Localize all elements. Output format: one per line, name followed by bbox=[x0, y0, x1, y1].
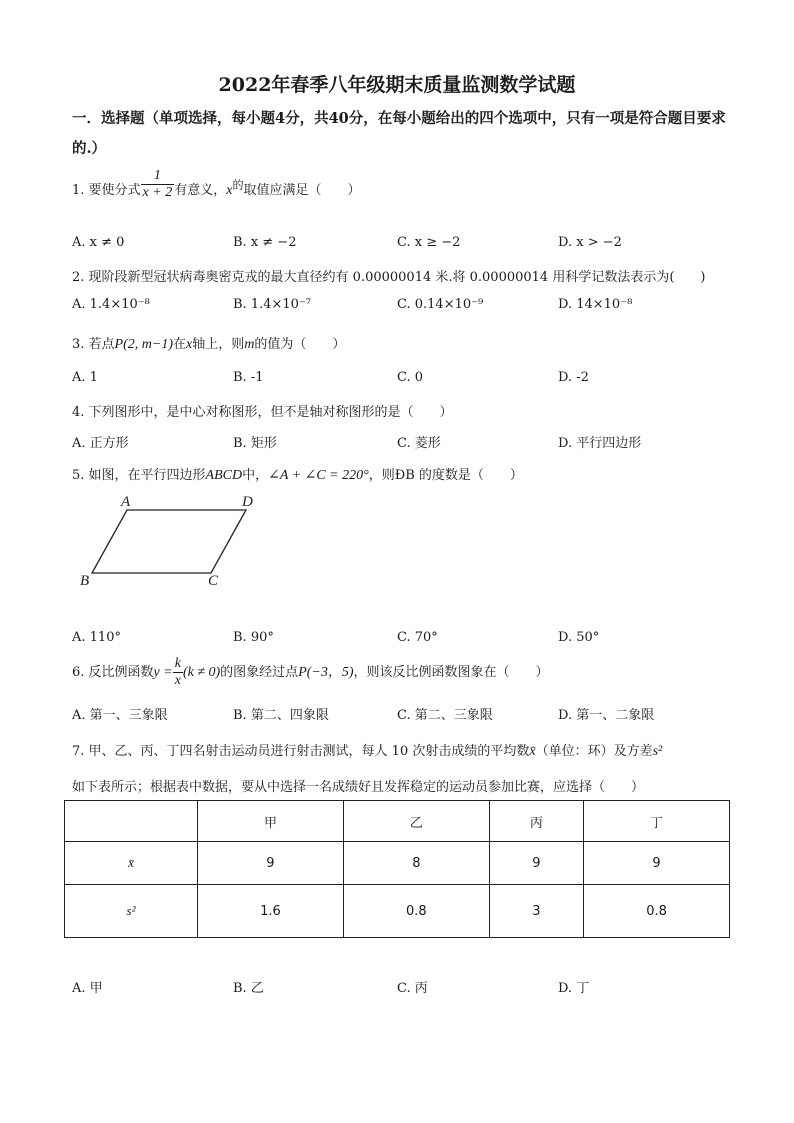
table-row-mean bbox=[65, 842, 730, 885]
q2-option-b[interactable]: B. 1.4×10⁻⁷ bbox=[233, 297, 311, 312]
q7-line1-b: （单位：环）及方差 bbox=[535, 744, 653, 759]
q1-suffix: 取值应满足（ ） bbox=[243, 183, 361, 198]
q6-option-a[interactable]: A. 第一、三象限 bbox=[72, 708, 168, 723]
table-row-variance bbox=[65, 885, 730, 938]
page-title: 2022年春季八年级期末质量监测数学试题 bbox=[218, 74, 576, 96]
stats-table bbox=[64, 800, 730, 938]
table-cell: 1.6 bbox=[198, 885, 344, 938]
q6-option-d[interactable]: D. 第一、二象限 bbox=[558, 708, 655, 723]
table-cell: 3 bbox=[489, 885, 583, 938]
q1-frac-numerator: 1 bbox=[141, 168, 175, 185]
question-3 bbox=[72, 333, 345, 353]
q5-option-a[interactable]: A. 110° bbox=[72, 630, 121, 645]
parallelogram-shape bbox=[92, 510, 246, 573]
q4-option-b[interactable]: B. 矩形 bbox=[233, 436, 277, 451]
question-7-line-1 bbox=[72, 740, 662, 760]
table-header-cell: 丁 bbox=[584, 801, 730, 842]
table-header-cell: 乙 bbox=[343, 801, 489, 842]
q6-option-b[interactable]: B. 第二、四象限 bbox=[233, 708, 329, 723]
q2-option-a[interactable]: A. 1.4×10⁻⁸ bbox=[72, 297, 150, 312]
q3-mid2: 轴上，则 bbox=[192, 337, 245, 352]
q3-var2: m bbox=[244, 337, 255, 352]
q1-frac-denominator: x + 2 bbox=[142, 185, 173, 200]
q3-mid1: 在 bbox=[172, 337, 186, 352]
q1-mid: 有意义， bbox=[174, 183, 227, 198]
q5-prefix: 5. 如图，在平行四边形 bbox=[72, 468, 206, 483]
q5-option-b[interactable]: B. 90° bbox=[233, 630, 274, 645]
q4-option-c[interactable]: C. 菱形 bbox=[397, 436, 441, 451]
q7-option-a[interactable]: A. 甲 bbox=[72, 981, 103, 996]
q6-mid: 的图象经过点 bbox=[220, 665, 299, 680]
q4-option-a[interactable]: A. 正方形 bbox=[72, 436, 129, 451]
q4-option-d[interactable]: D. 平行四边形 bbox=[558, 436, 642, 451]
q1-option-a[interactable]: A. x ≠ 0 bbox=[72, 235, 125, 250]
table-cell: 8 bbox=[343, 842, 489, 885]
q6-suffix: ，则该反比例函数图象在（ ） bbox=[353, 665, 549, 680]
q2-option-d[interactable]: D. 14×10⁻⁸ bbox=[558, 297, 633, 312]
question-6 bbox=[72, 656, 549, 689]
q5-option-c[interactable]: C. 70° bbox=[397, 630, 438, 645]
table-cell: 9 bbox=[489, 842, 583, 885]
table-header-row bbox=[65, 801, 730, 842]
q5-suffix: ，则ÐB 的度数是（ ） bbox=[368, 468, 523, 483]
question-7-line-2: 如下表所示；根据表中数据，要从中选择一名成绩好且发挥稳定的运动员参加比赛，应选择（ ） bbox=[72, 780, 645, 795]
question-2: 2. 现阶段新型冠状病毒奥密克戎的最大直径约有 0.00000014 米.将 0.00000014 用科学记数法表示为( ) bbox=[72, 270, 706, 285]
vertex-label-b: B bbox=[80, 573, 90, 589]
section-header: 一．选择题（单项选择，每小题4分，共40分，在每小题给出的四个选项中，只有一项是符合题目要求的.） bbox=[72, 110, 726, 157]
question-1 bbox=[72, 168, 361, 207]
q1-var: x bbox=[226, 183, 233, 198]
vertex-label-a: A bbox=[121, 494, 131, 510]
table-cell: 9 bbox=[198, 842, 344, 885]
q6-condition: (k ≠ 0) bbox=[182, 665, 221, 680]
table-cell: 0.8 bbox=[584, 885, 730, 938]
q7-s2: s² bbox=[652, 744, 663, 759]
q5-option-d[interactable]: D. 50° bbox=[558, 630, 600, 645]
q3-prefix: 3. 若点 bbox=[72, 337, 115, 352]
vertex-label-c: C bbox=[208, 573, 219, 589]
q1-option-d[interactable]: D. x > −2 bbox=[558, 235, 622, 250]
q3-suffix: 的值为（ ） bbox=[254, 337, 346, 352]
q7-line1-a: 7. 甲、乙、丙、丁四名射击运动员进行射击测试，每人 10 次射击成绩的平均数 bbox=[72, 744, 530, 759]
table-row-label: x̄ bbox=[65, 842, 198, 885]
q7-option-c[interactable]: C. 丙 bbox=[397, 981, 428, 996]
q6-func-lhs: y = bbox=[153, 665, 173, 680]
q3-option-d[interactable]: D. -2 bbox=[558, 370, 589, 385]
q5-expr: ∠A + ∠C = 220° bbox=[268, 468, 369, 483]
q3-option-c[interactable]: C. 0 bbox=[397, 370, 424, 385]
q3-var1: x bbox=[186, 337, 193, 352]
table-header-empty bbox=[65, 801, 198, 842]
q1-fraction bbox=[141, 168, 175, 201]
question-5 bbox=[72, 464, 523, 484]
q6-option-c[interactable]: C. 第二、三象限 bbox=[397, 708, 493, 723]
question-4: 4. 下列图形中，是中心对称图形，但不是轴对称图形的是（ ） bbox=[72, 405, 453, 420]
q7-option-b[interactable]: B. 乙 bbox=[233, 981, 264, 996]
table-cell: 9 bbox=[584, 842, 730, 885]
q7-option-d[interactable]: D. 丁 bbox=[558, 981, 590, 996]
q1-option-c[interactable]: C. x ≥ −2 bbox=[397, 235, 461, 250]
q3-point: P(2, m−1) bbox=[114, 337, 173, 352]
q2-option-c[interactable]: C. 0.14×10⁻⁹ bbox=[397, 297, 484, 312]
q6-fraction bbox=[173, 656, 183, 689]
q3-option-b[interactable]: B. -1 bbox=[233, 370, 264, 385]
q6-prefix: 6. 反比例函数 bbox=[72, 665, 154, 680]
q6-frac-denominator: x bbox=[174, 673, 181, 688]
q5-shape: ABCD bbox=[205, 468, 243, 483]
q6-frac-numerator: k bbox=[174, 656, 181, 671]
q7-xbar: x̄ bbox=[529, 744, 536, 759]
q1-prefix: 1. 要使分式 bbox=[72, 183, 141, 198]
table-row-label: s² bbox=[65, 885, 198, 938]
table-header-cell: 甲 bbox=[198, 801, 344, 842]
table-header-cell: 丙 bbox=[489, 801, 583, 842]
q3-option-a[interactable]: A. 1 bbox=[72, 370, 98, 385]
q1-sup: 的 bbox=[232, 178, 244, 192]
table-cell: 0.8 bbox=[343, 885, 489, 938]
parallelogram-figure bbox=[76, 490, 266, 590]
q6-point: P(−3，5) bbox=[298, 665, 354, 680]
q5-mid: 中， bbox=[242, 468, 269, 483]
vertex-label-d: D bbox=[242, 494, 253, 510]
q1-option-b[interactable]: B. x ≠ −2 bbox=[233, 235, 297, 250]
